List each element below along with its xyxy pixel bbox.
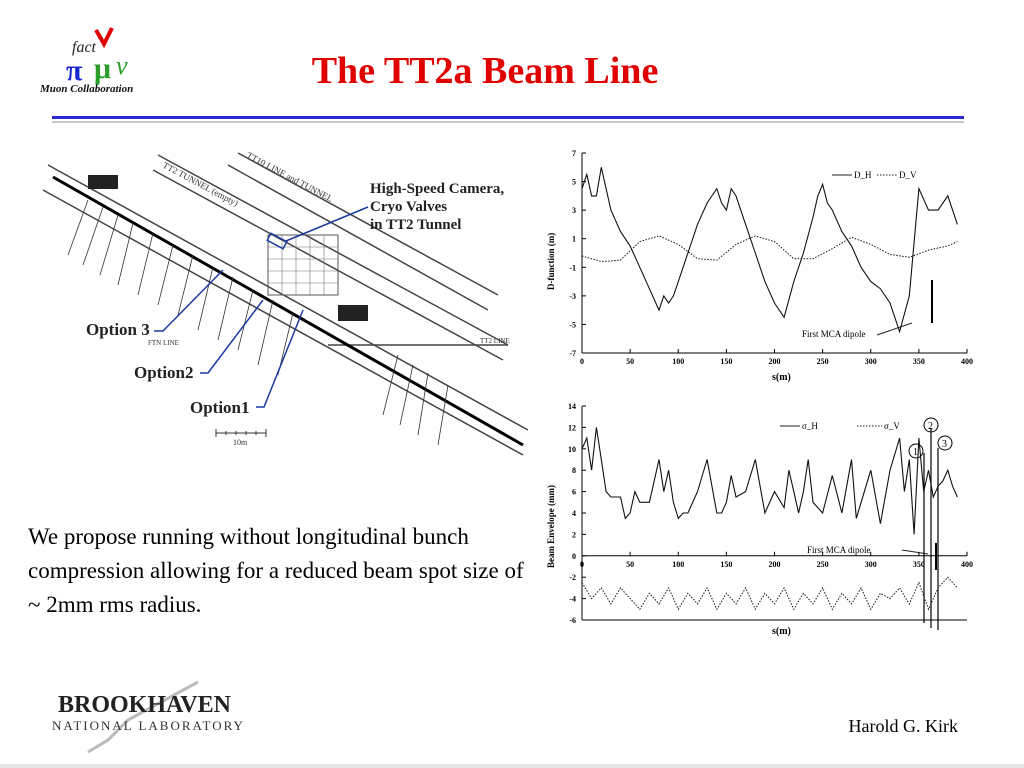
- option-1-leader: [256, 310, 303, 407]
- tt2-line-label: TT2 LINE: [480, 337, 510, 345]
- pi-symbol-icon: π: [66, 54, 83, 87]
- logo-main-text: BROOKHAVEN: [58, 692, 231, 718]
- env-ylabel: Beam Envelope (mm): [546, 485, 556, 568]
- env-xtick-label: 350: [912, 559, 925, 569]
- env-xtick-label: 300: [864, 559, 877, 569]
- beamline-diagram: [28, 145, 540, 510]
- body-paragraph: We propose running without longitudinal bunch compression allowing for a reduced beam spot size of ~ 2mm rms radius.: [28, 524, 524, 617]
- d-xtick-label: 100: [672, 357, 685, 366]
- env-ytick-label: 6: [572, 487, 576, 497]
- d-xtick-label: 200: [768, 357, 781, 366]
- logo-sub-text: NATIONAL LABORATORY: [52, 718, 245, 733]
- logo-caption: Muon Collaboration: [40, 83, 134, 95]
- env-annotation: First MCA dipole: [807, 545, 871, 555]
- magnet-block: [338, 305, 368, 321]
- tt2-tunnel-label: TT2 TUNNEL (empty): [161, 159, 240, 209]
- marker-1-label: 1: [913, 447, 918, 458]
- env-ytick-label: -4: [569, 594, 576, 604]
- d-xtick-label: 50: [626, 357, 635, 366]
- env-xtick-label: 200: [768, 559, 781, 569]
- env-ytick-label: -6: [569, 616, 576, 625]
- d-ytick-label: -1: [569, 263, 576, 273]
- tt10-tunnel-label: TT10 LINE and TUNNEL: [245, 149, 335, 204]
- callout-line-2: Cryo Valves: [370, 199, 448, 215]
- marker-3-label: 3: [942, 439, 947, 450]
- env-ytick-label: 12: [568, 423, 576, 433]
- title-divider: [52, 116, 964, 119]
- d-ytick-label: -3: [569, 291, 576, 301]
- env-ytick-label: 10: [568, 444, 576, 454]
- d-xtick-label: 250: [816, 357, 829, 366]
- slide-title: The TT2a Beam Line: [311, 50, 659, 92]
- d-annotation-arrow: [877, 323, 912, 335]
- target-block: [88, 175, 118, 189]
- muon-collaboration-logo: [38, 22, 168, 102]
- ftn-line-label: FTN LINE: [148, 339, 179, 347]
- env-xtick-label: 250: [816, 559, 829, 569]
- env-legend-v: σ_V: [884, 421, 900, 431]
- d-legend-v: D_V: [899, 170, 917, 180]
- env-xlabel: s(m): [772, 626, 791, 637]
- d-function-chart: [532, 145, 992, 385]
- beam-envelope-chart: [532, 398, 992, 643]
- d-ytick-label: 3: [572, 206, 576, 216]
- d-annotation: First MCA dipole: [802, 329, 866, 339]
- env-xtick-label: 400: [961, 559, 973, 569]
- env-xtick-label: 100: [672, 559, 685, 569]
- logo-fact-text: fact: [72, 39, 96, 56]
- d-xtick-label: 0: [580, 357, 584, 366]
- d-ytick-label: 5: [572, 177, 576, 187]
- d-xtick-label: 300: [864, 357, 877, 366]
- env-ytick-label: 2: [572, 530, 576, 540]
- env-ytick-label: 14: [568, 402, 576, 411]
- env-xtick-label: 150: [720, 559, 733, 569]
- footer-bar: [0, 764, 1024, 768]
- callout-line-1: High-Speed Camera,: [370, 181, 505, 197]
- brookhaven-logo: [48, 680, 278, 754]
- marker-2-label: 2: [928, 421, 933, 432]
- d-ylabel: D-function (m): [546, 232, 556, 290]
- env-legend-h: σ_H: [802, 421, 818, 431]
- env-ytick-label: 0: [572, 551, 576, 561]
- env-series-v: [582, 577, 957, 609]
- d-xlabel: s(m): [772, 372, 791, 383]
- env-ytick-label: 4: [572, 509, 576, 518]
- tunnel-wall-upper: [48, 165, 528, 430]
- env-xtick-label: 50: [626, 559, 635, 569]
- d-ytick-label: 1: [572, 234, 576, 244]
- d-xtick-label: 400: [961, 357, 973, 366]
- option-2-leader: [200, 300, 263, 373]
- d-xtick-label: 150: [720, 357, 733, 366]
- option-2-label: Option2: [134, 363, 194, 382]
- scale-bar: [216, 429, 266, 437]
- env-series-h: [582, 427, 957, 534]
- d-legend-h: D_H: [854, 170, 872, 180]
- env-ytick-label: 8: [572, 466, 576, 476]
- option-3-label: Option 3: [86, 320, 150, 339]
- env-ytick-label: -2: [569, 573, 576, 583]
- title-divider-shadow: [52, 121, 964, 123]
- d-xtick-label: 350: [912, 357, 925, 366]
- author-name: Harold G. Kirk: [848, 716, 958, 736]
- d-ytick-label: 7: [572, 149, 576, 158]
- scale-label: 10m: [233, 438, 248, 447]
- env-xtick-label: 0: [580, 559, 584, 569]
- d-series-h: [582, 167, 957, 331]
- callout-line-3: in TT2 Tunnel: [370, 217, 462, 233]
- option-1-label: Option1: [190, 398, 250, 417]
- mu-symbol-icon: μ: [94, 52, 112, 85]
- d-ytick-label: -5: [569, 320, 576, 330]
- nu-symbol-icon: [96, 28, 112, 44]
- d-series-v: [582, 236, 957, 262]
- nu-green-symbol-icon: ν: [116, 51, 128, 80]
- d-ytick-label: -7: [569, 349, 576, 358]
